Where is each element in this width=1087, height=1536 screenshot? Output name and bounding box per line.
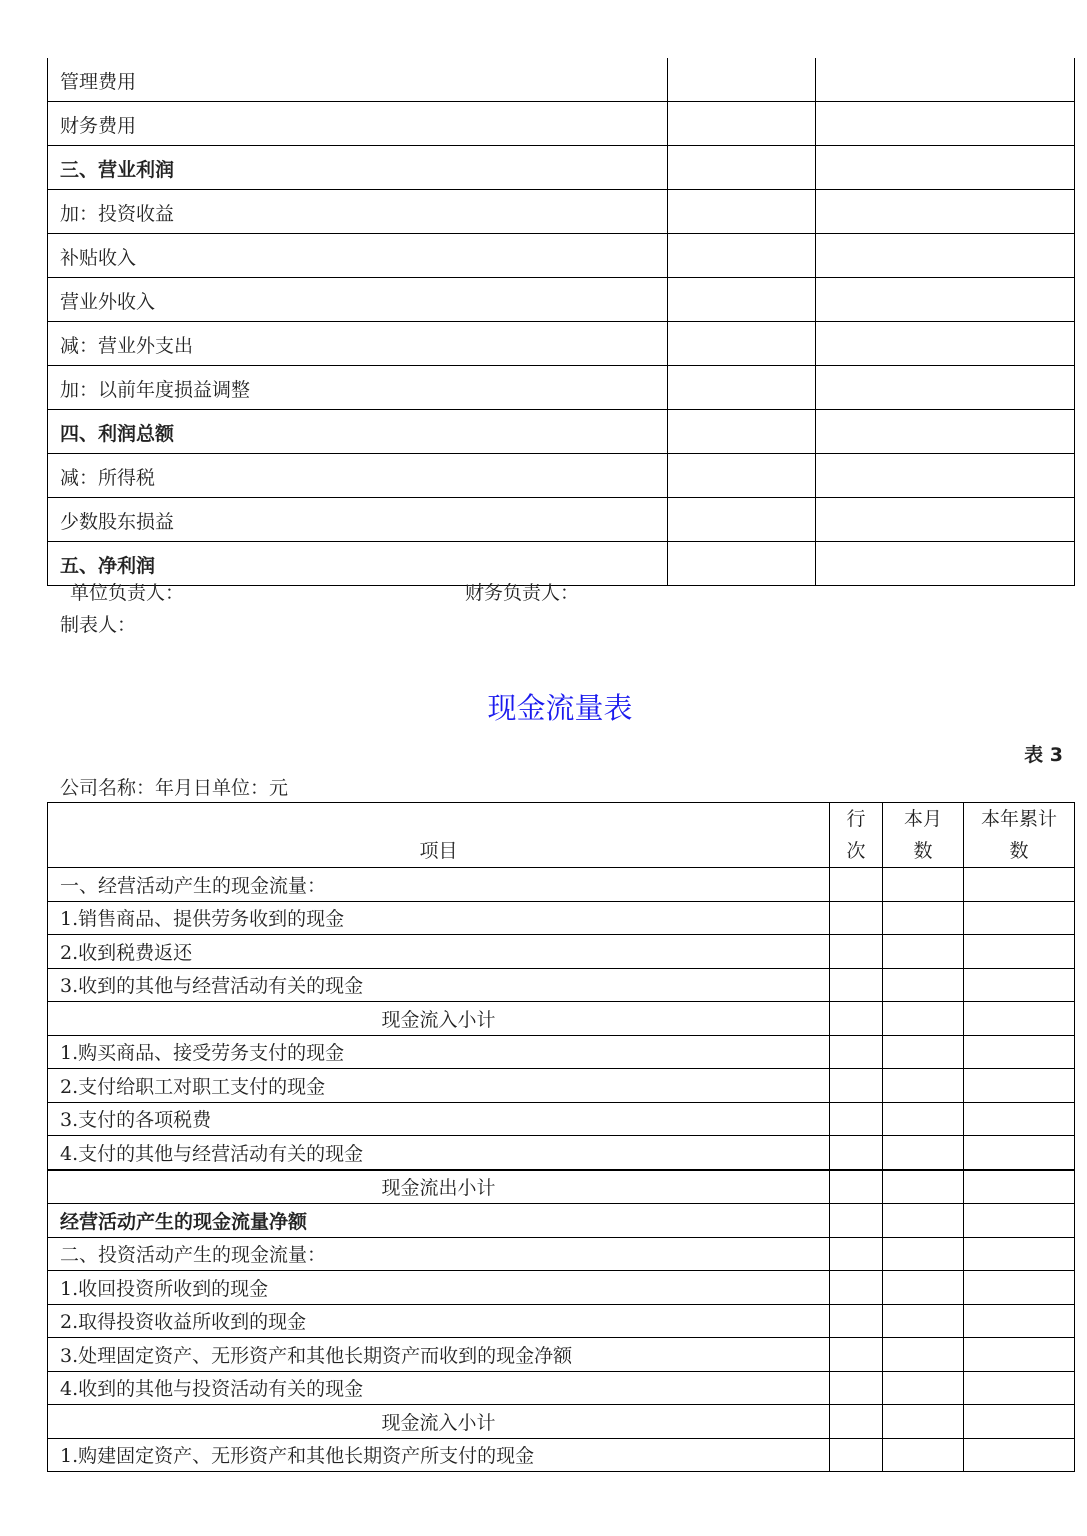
row-ytd-amount[interactable] [964, 901, 1075, 935]
row-label: 3.收到的其他与经营活动有关的现金 [48, 968, 830, 1002]
row-label: 加：以前年度损益调整 [48, 366, 668, 410]
row-line-no[interactable] [830, 1002, 883, 1036]
row-ytd-amount[interactable] [964, 1271, 1075, 1305]
row-amount-current[interactable] [668, 542, 816, 586]
header-month: 本月 数 [883, 803, 964, 868]
row-ytd-amount[interactable] [964, 1170, 1075, 1204]
row-amount-current[interactable] [668, 498, 816, 542]
row-ytd-amount[interactable] [964, 1035, 1075, 1069]
row-label: 1.销售商品、提供劳务收到的现金 [48, 901, 830, 935]
row-line-no[interactable] [830, 1371, 883, 1405]
row-ytd-amount[interactable] [964, 1438, 1075, 1472]
row-line-no[interactable] [830, 1170, 883, 1204]
row-month-amount[interactable] [883, 1035, 964, 1069]
row-month-amount[interactable] [883, 935, 964, 969]
row-label: 3.处理固定资产、无形资产和其他长期资产而收到的现金净额 [48, 1338, 830, 1372]
row-ytd-amount[interactable] [964, 1237, 1075, 1271]
row-month-amount[interactable] [883, 1405, 964, 1439]
row-ytd-amount[interactable] [964, 1371, 1075, 1405]
row-label: 营业外收入 [48, 278, 668, 322]
table-row [48, 410, 1075, 454]
cash-flow-header-row [48, 803, 1075, 868]
row-ytd-amount[interactable] [964, 1405, 1075, 1439]
row-label: 2.支付给职工对职工支付的现金 [48, 1069, 830, 1103]
row-amount-current[interactable] [668, 102, 816, 146]
table-row [48, 968, 1075, 1002]
row-label: 1.购建固定资产、无形资产和其他长期资产所支付的现金 [48, 1438, 830, 1472]
row-amount-cumulative[interactable] [816, 542, 1075, 586]
row-label: 4.支付的其他与经营活动有关的现金 [48, 1136, 830, 1170]
table-row [48, 1338, 1075, 1372]
table-row [48, 935, 1075, 969]
row-ytd-amount[interactable] [964, 868, 1075, 902]
row-amount-cumulative[interactable] [816, 190, 1075, 234]
row-ytd-amount[interactable] [964, 1338, 1075, 1372]
table-row [48, 146, 1075, 190]
row-label: 3.支付的各项税费 [48, 1102, 830, 1136]
row-label: 一、经营活动产生的现金流量： [48, 868, 830, 902]
table-row [48, 1102, 1075, 1136]
table-row [48, 1069, 1075, 1103]
unit-head-label: 单位负责人： [70, 582, 185, 604]
row-line-no[interactable] [830, 1069, 883, 1103]
income-statement-table [47, 58, 1075, 586]
row-amount-cumulative[interactable] [816, 322, 1075, 366]
row-month-amount[interactable] [883, 868, 964, 902]
row-month-amount[interactable] [883, 1136, 964, 1170]
row-label: 少数股东损益 [48, 498, 668, 542]
row-line-no[interactable] [830, 1102, 883, 1136]
row-month-amount[interactable] [883, 901, 964, 935]
row-amount-cumulative[interactable] [816, 410, 1075, 454]
row-month-amount[interactable] [883, 1204, 964, 1238]
row-label: 4.收到的其他与投资活动有关的现金 [48, 1371, 830, 1405]
header-line-no: 行 次 [830, 803, 883, 868]
row-amount-current[interactable] [668, 278, 816, 322]
row-month-amount[interactable] [883, 1438, 964, 1472]
finance-head-label: 财务负责人： [465, 582, 580, 604]
table-number: 表 3 [1024, 744, 1063, 766]
table-row [48, 868, 1075, 902]
row-label: 加：投资收益 [48, 190, 668, 234]
row-ytd-amount[interactable] [964, 968, 1075, 1002]
row-label: 三、营业利润 [48, 146, 668, 190]
row-line-no[interactable] [830, 1271, 883, 1305]
table-row [48, 1371, 1075, 1405]
row-ytd-amount[interactable] [964, 1204, 1075, 1238]
row-label: 现金流入小计 [48, 1405, 830, 1439]
row-label: 五、净利润 [48, 542, 668, 586]
row-ytd-amount[interactable] [964, 1002, 1075, 1036]
row-month-amount[interactable] [883, 1371, 964, 1405]
row-label: 现金流出小计 [48, 1170, 830, 1204]
row-month-amount[interactable] [883, 1338, 964, 1372]
row-amount-cumulative[interactable] [816, 234, 1075, 278]
table-row [48, 454, 1075, 498]
row-line-no[interactable] [830, 1237, 883, 1271]
row-amount-current[interactable] [668, 410, 816, 454]
row-label: 四、利润总额 [48, 410, 668, 454]
cash-flow-table [47, 802, 1075, 1472]
row-amount-cumulative[interactable] [816, 58, 1075, 102]
row-ytd-amount[interactable] [964, 1136, 1075, 1170]
row-label: 管理费用 [48, 58, 668, 102]
row-month-amount[interactable] [883, 1271, 964, 1305]
row-line-no[interactable] [830, 868, 883, 902]
table-row [48, 1170, 1075, 1204]
row-label: 1.购买商品、接受劳务支付的现金 [48, 1035, 830, 1069]
row-ytd-amount[interactable] [964, 1304, 1075, 1338]
preparer-label: 制表人： [60, 614, 137, 636]
row-label: 减：所得税 [48, 454, 668, 498]
table-row [48, 190, 1075, 234]
row-line-no[interactable] [830, 1136, 883, 1170]
row-amount-current[interactable] [668, 366, 816, 410]
row-month-amount[interactable] [883, 1002, 964, 1036]
table-row [48, 1136, 1075, 1170]
row-amount-cumulative[interactable] [816, 498, 1075, 542]
row-line-no[interactable] [830, 1304, 883, 1338]
row-amount-cumulative[interactable] [816, 102, 1075, 146]
row-ytd-amount[interactable] [964, 1102, 1075, 1136]
row-ytd-amount[interactable] [964, 935, 1075, 969]
row-amount-current[interactable] [668, 322, 816, 366]
table-row [48, 1237, 1075, 1271]
row-line-no[interactable] [830, 935, 883, 969]
table-row [48, 234, 1075, 278]
table-row [48, 1405, 1075, 1439]
table-row [48, 102, 1075, 146]
table-row [48, 1304, 1075, 1338]
row-label: 经营活动产生的现金流量净额 [48, 1204, 830, 1238]
row-line-no[interactable] [830, 1204, 883, 1238]
table-row [48, 1002, 1075, 1036]
table-row [48, 366, 1075, 410]
row-label: 1.收回投资所收到的现金 [48, 1271, 830, 1305]
row-amount-current[interactable] [668, 234, 816, 278]
row-amount-current[interactable] [668, 146, 816, 190]
row-month-amount[interactable] [883, 1102, 964, 1136]
table-row [48, 1271, 1075, 1305]
row-amount-cumulative[interactable] [816, 278, 1075, 322]
table-row [48, 901, 1075, 935]
table-row [48, 322, 1075, 366]
row-label: 补贴收入 [48, 234, 668, 278]
company-line: 公司名称：年月日单位：元 [60, 777, 289, 799]
row-line-no[interactable] [830, 901, 883, 935]
header-ytd: 本年累计 数 [964, 803, 1075, 868]
table-row [48, 1035, 1075, 1069]
row-label: 2.取得投资收益所收到的现金 [48, 1304, 830, 1338]
row-month-amount[interactable] [883, 1069, 964, 1103]
row-amount-current[interactable] [668, 190, 816, 234]
row-amount-current[interactable] [668, 58, 816, 102]
row-label: 财务费用 [48, 102, 668, 146]
cash-flow-title: 现金流量表 [487, 691, 633, 725]
table-row [48, 58, 1075, 102]
table-row [48, 1204, 1075, 1238]
row-line-no[interactable] [830, 1035, 883, 1069]
row-label: 2.收到税费返还 [48, 935, 830, 969]
row-amount-cumulative[interactable] [816, 146, 1075, 190]
row-amount-current[interactable] [668, 454, 816, 498]
table-row [48, 498, 1075, 542]
row-month-amount[interactable] [883, 1304, 964, 1338]
row-label: 减：营业外支出 [48, 322, 668, 366]
row-line-no[interactable] [830, 1438, 883, 1472]
row-month-amount[interactable] [883, 1170, 964, 1204]
table-row [48, 278, 1075, 322]
row-label: 二、投资活动产生的现金流量： [48, 1237, 830, 1271]
row-label: 现金流入小计 [48, 1002, 830, 1036]
row-amount-cumulative[interactable] [816, 454, 1075, 498]
row-line-no[interactable] [830, 968, 883, 1002]
row-amount-cumulative[interactable] [816, 366, 1075, 410]
row-ytd-amount[interactable] [964, 1069, 1075, 1103]
table-row [48, 1438, 1075, 1472]
row-month-amount[interactable] [883, 968, 964, 1002]
row-line-no[interactable] [830, 1338, 883, 1372]
header-item: 项目 [48, 803, 830, 868]
row-line-no[interactable] [830, 1405, 883, 1439]
row-month-amount[interactable] [883, 1237, 964, 1271]
